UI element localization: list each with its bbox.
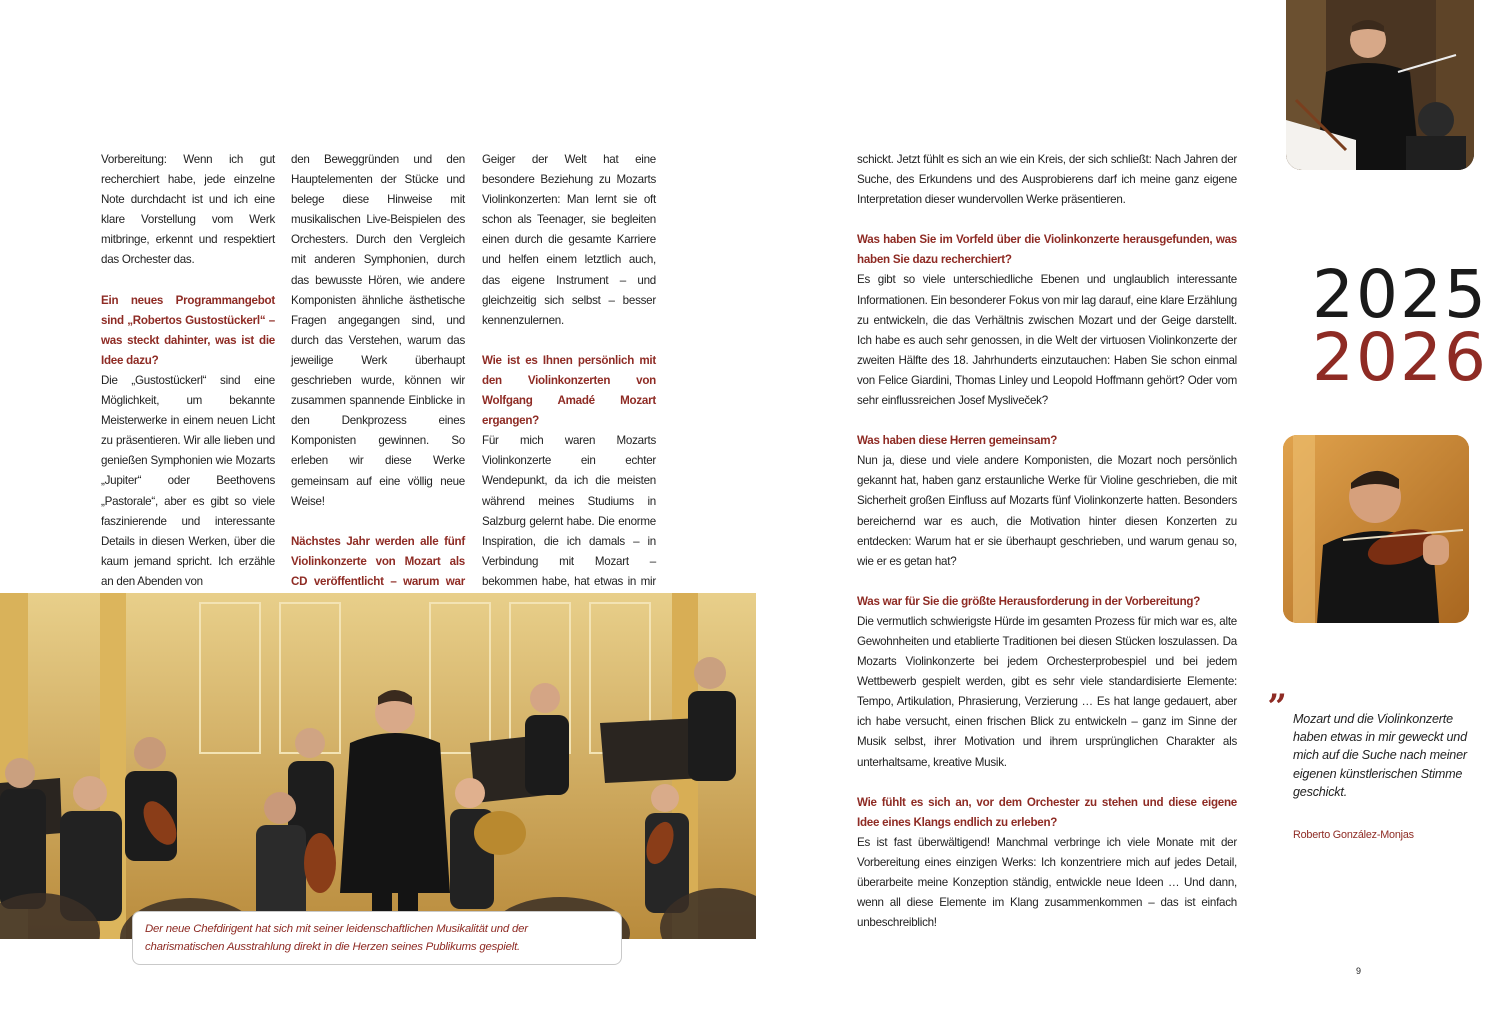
interview-question: Wie ist es Ihnen persönlich mit den Violinkonzerten von Wolfgang Amadé Mozart ergangen? (482, 353, 656, 428)
interview-answer: Nun ja, diese und viele andere Komponisten, die Mozart noch persönlich gekannt hat, haben ganz erstaunliche Werke für Violine geschrieben, die mit Sicherheit großen Einfluss auf Mozarts fünf Violinkonzerte hatten. Besonders bereichernd war es auch, die Motivation hinter diesen Konzerten zu entdecken: Warum hat er sie überhaupt geschrieben, und warum genau so, wie er es getan hat? (857, 454, 1237, 568)
interview-answer: Es gibt so viele unterschiedliche Ebenen und unglaublich interessante Informationen. Ein besonderer Fokus von mir lag darauf, eine klare Erzählung zu entwickeln, die das Verhältnis zwischen Mozart und der Geige darstellt. Ich habe es auch sehr genossen, in die Welt der virtuosen Violinkonzerte der zweiten Hälfte des 18. Jahrhunderts einzutauchen: Haben Sie schon einmal von Felice Giardini, Thomas Linley und Leopold Hoffmann gehört? Oder vom sehr einflussreichen Josef Mysliveček? (857, 273, 1237, 408)
interview-question: Nächstes Jahr werden alle fünf Violinkonzerte von Mozart als CD veröffentlicht – warum war (291, 534, 465, 588)
interview-answer: Die „Gustostückerl“ sind eine Möglichkeit, um bekannte Meisterwerke in einem neuen Licht zu präsentieren. Wir alle lieben und genießen Symphonien wie Mozarts „Jupiter“ oder Beethovens „Pastorale“, aber es gibt so viele faszinierende und interessante Details in diesen Werken, über die kaum jemand spricht. Ich erzähle an den Abenden von (101, 373, 275, 588)
article-column-1 (101, 150, 275, 592)
right-page (756, 0, 1512, 1020)
interview-answer: Für mich waren Mozarts Violinkonzerte ein echter Wendepunkt, da ich die meisten während meines Studiums in Salzburg gelernt habe. Die enorme Inspiration, die ich damals – in Verbindung mit Mozart – bekommen habe, hat etwas in mir (482, 434, 656, 588)
interview-answer: Die vermutlich schwierigste Hürde im gesamten Prozess für mich war es, alte Gewohnheiten und etablierte Traditionen bei diesen Stücken loszulassen. Da Mozarts Violinkonzerte bei jedem Orchesterprobespiel und bei jedem Wettbewerb gespielt werden, gibt es sehr viele standardisierte Elemente: Tempo, Artikulation, Phrasierung, Verzierung … Es hat lange gedauert, aber ich habe versucht, einen frischen Blick zu entwickeln – ganz im Sinne der Musik selbst, ihrer Motivation und ihrem ursprünglichen Charakter als unterhaltsame, kreative Musik. (857, 614, 1237, 769)
article-column-right (857, 150, 1237, 933)
page-number: 9 (1356, 966, 1362, 976)
pull-quote: Mozart und die Violinkonzerte haben etwas in mir geweckt und mich auf die Suche nach meiner eigenen künstlerischen Stimme geschickt. (1293, 712, 1467, 799)
interview-question: Wie fühlt es sich an, vor dem Orchester zu stehen und diese eigene Idee eines Klangs endlich zu erleben? (857, 795, 1237, 829)
interview-answer: schickt. Jetzt fühlt es sich an wie ein Kreis, der sich schließt: Nach Jahren der Suche, des Erkundens und des Ausprobierens darf ich meine ganz eigene Interpretation dieser wundervollen Werke präsentieren. (857, 153, 1237, 207)
orchestra-photo (0, 593, 756, 939)
interview-answer: den Beweggründen und den Hauptelementen der Stücke und belege diese Hinweise mit musikalischen Live-Beispielen des Orchesters. Durch den Vergleich mit anderen Symphonien, durch das bewusste Hören, wie andere Komponisten ähnliche ästhetische Fragen angegangen sind, und durch das Verstehen, warum das jeweilige Werk überhaupt geschrieben wurde, können wir zusammen spannende Einblicke in den Denkprozess eines Komponisten gewinnen. So erleben wir diese Werke gemeinsam auf eine völlig neue Weise! (291, 153, 465, 508)
photo-caption: Der neue Chefdirigent hat sich mit seiner leidenschaftlichen Musikalität und der charismatischen Ausstrahlung direkt in die Herzen seines Publikums gespielt. (132, 911, 622, 965)
article-column-3 (482, 150, 656, 652)
interview-answer: Geiger der Welt hat eine besondere Beziehung zu Mozarts Violinkonzerten: Man lernt sie oft schon als Teenager, sie begleiten einen durch die gesamte Karriere und helfen einem letztlich auch, das eigene Instrument – und gleichzeitig sich selbst – besser kennenzulernen. (482, 153, 656, 327)
interview-question: Was haben diese Herren gemeinsam? (857, 434, 1058, 448)
season-year-end: 2026 (1312, 319, 1488, 396)
interview-question: Was war für Sie die größte Herausforderung in der Vorbereitung? (857, 594, 1201, 608)
interview-answer: Es ist fast überwältigend! Manchmal verbringe ich viele Monate mit der Vorbereitung eines einzigen Werks: Ich konzentriere mich auf jedes Detail, überarbeite meine Konzeption ständig, entwickle neue Ideen … Und dann, wenn all diese Elemente im Klang zusammenkommen – das ist einfach unbeschreiblich! (857, 835, 1237, 930)
conductor-photo (1286, 0, 1474, 170)
interview-answer: Vorbereitung: Wenn ich gut recherchiert habe, jede einzelne Note durchdacht ist und ich eine klare Vorstellung vom Werk mitbringe, erkennt und respektiert das Orchester das. (101, 153, 275, 267)
quote-mark: „ (1268, 668, 1288, 708)
violinist-photo (1283, 435, 1469, 623)
interview-question: Ein neues Programmangebot sind „Robertos Gustostückerl“ – was steckt dahinter, was ist die Idee dazu? (101, 293, 275, 367)
interview-question: Was haben Sie im Vorfeld über die Violinkonzerte herausgefunden, was haben Sie dazu recherchiert? (857, 233, 1237, 267)
article-column-2 (291, 150, 465, 632)
quote-author: Roberto González-Monjas (1293, 829, 1414, 841)
season-year-start: 2025 (1312, 256, 1488, 333)
